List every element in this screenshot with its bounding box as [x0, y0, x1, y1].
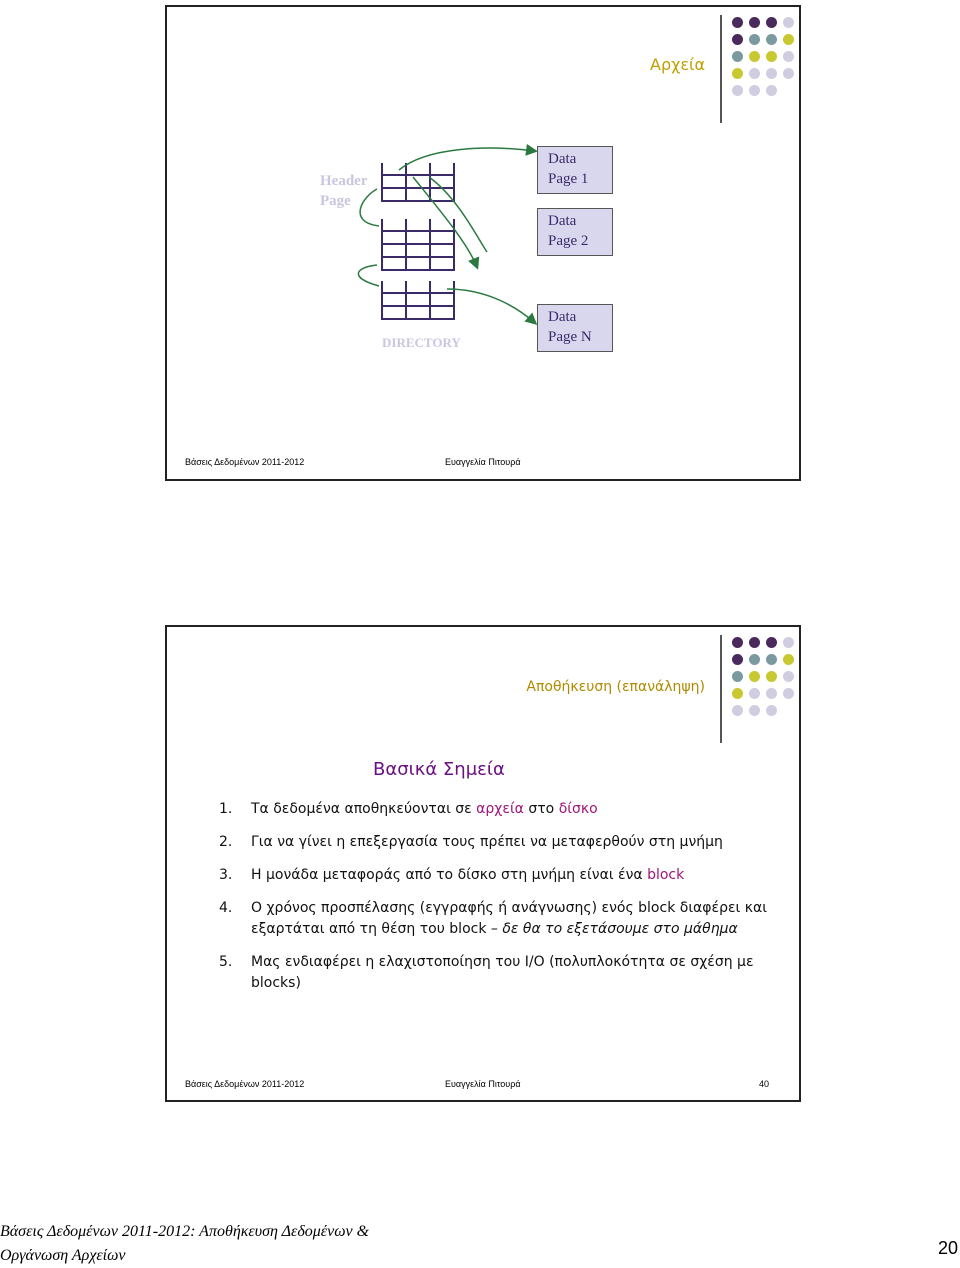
- decorative-dot: [749, 637, 760, 648]
- decorative-dot: [766, 688, 777, 699]
- page-footer: [0, 1220, 369, 1268]
- decorative-dot: [766, 654, 777, 665]
- footer-line-2: Οργάνωση Αρχείων: [0, 1247, 126, 1264]
- decorative-dot: [749, 688, 760, 699]
- decorative-dot: [766, 637, 777, 648]
- slide-1: [165, 5, 801, 481]
- decorative-dot: [732, 637, 743, 648]
- data-page-2: Data Page 2: [537, 208, 613, 256]
- slide-2: [165, 625, 801, 1102]
- page-number: 20: [937, 1238, 958, 1258]
- decorative-dot: [783, 654, 794, 665]
- pointer-arrows: [167, 7, 799, 407]
- decorative-dot: [749, 654, 760, 665]
- decorative-dot: [783, 688, 794, 699]
- decorative-dot: [766, 705, 777, 716]
- decorative-dot: [783, 637, 794, 648]
- header-page-label: Header Page: [320, 173, 368, 209]
- decorative-dot: [732, 671, 743, 682]
- slide-number: 40: [759, 1079, 770, 1089]
- decorative-dot: [766, 671, 777, 682]
- list-item: 5. Μας ενδιαφέρει η ελαχιστοποίηση του I/O (πολυπλοκότητα σε σχέση με blocks): [219, 954, 754, 991]
- slide-title: Αρχεία: [650, 55, 705, 74]
- section-heading: Βασικά Σημεία: [373, 759, 505, 780]
- footer-course: Βάσεις Δεδομένων 2011-2012: [185, 1079, 305, 1089]
- data-page-n: Data Page N: [537, 304, 613, 352]
- decorative-dot: [783, 671, 794, 682]
- footer-author: Ευαγγελία Πιτουρά: [445, 457, 521, 467]
- list-item: 1. Τα δεδομένα αποθηκεύονται σε αρχεία στο δίσκο: [219, 801, 598, 817]
- decorative-dot: [749, 671, 760, 682]
- footer-author: Ευαγγελία Πιτουρά: [445, 1079, 521, 1089]
- footer-line-1: Βάσεις Δεδομένων 2011-2012: Αποθήκευση Δεδομένων &: [0, 1223, 370, 1240]
- decorative-dot: [732, 654, 743, 665]
- list-item: 4. Ο χρόνος προσπέλασης (εγγραφής ή ανάγνωσης) ενός block διαφέρει και εξαρτάται από τη θέση του block – δε θα το εξετάσουμε στο μάθημα: [219, 900, 767, 937]
- key-points-list: [219, 799, 779, 1006]
- footer-course: Βάσεις Δεδομένων 2011-2012: [185, 457, 305, 467]
- decorative-dot: [732, 705, 743, 716]
- directory-label: DIRECTORY: [382, 335, 461, 350]
- decorative-dot: [732, 688, 743, 699]
- decorative-dot: [749, 705, 760, 716]
- slide-title: Αποθήκευση (επανάληψη): [526, 679, 705, 695]
- list-item: 2. Για να γίνει η επεξεργασία τους πρέπει να μεταφερθούν στη μνήμη: [219, 834, 723, 850]
- decorative-line: [720, 635, 722, 743]
- list-item: 3. Η μονάδα μεταφοράς από το δίσκο στη μνήμη είναι ένα block: [219, 867, 685, 883]
- data-page-1: Data Page 1: [537, 146, 613, 194]
